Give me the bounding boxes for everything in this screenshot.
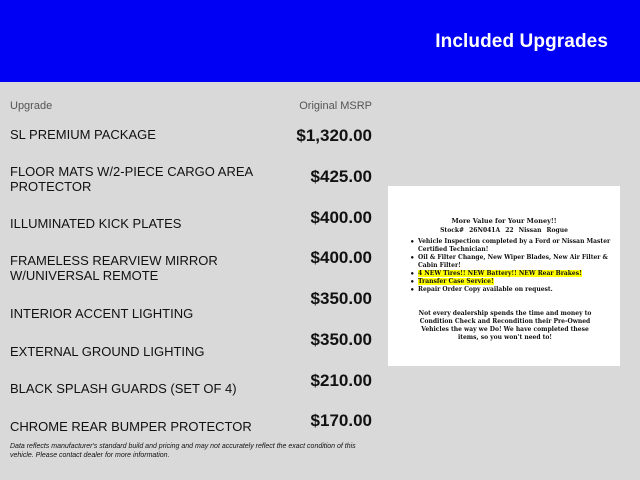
upgrade-price: $350.00 bbox=[310, 330, 372, 349]
disclaimer-text: Data reflects manufacturer's standard build and pricing and may not accurately reflect the exact condition of this vehicle. Please contact dealer for more information. bbox=[10, 443, 356, 459]
upgrade-name: CHROME REAR BUMPER PROTECTOR bbox=[10, 419, 252, 434]
dealer-notice-document bbox=[388, 186, 620, 366]
document-note: Not every dealership spends the time and money to Condition Check and Recondition their Pre-Owned Vehicles the way we Do! We have completed these items, so you won't need to! bbox=[418, 310, 592, 341]
upgrade-name: FRAMELESS REARVIEW MIRROR W/UNIVERSAL REMOTE bbox=[10, 253, 218, 283]
page-title: Included Upgrades bbox=[435, 31, 608, 52]
upgrade-name: EXTERNAL GROUND LIGHTING bbox=[10, 344, 205, 359]
upgrade-price: $210.00 bbox=[310, 371, 372, 390]
upgrade-price: $350.00 bbox=[310, 289, 372, 308]
list-item: • Oil & Filter Change, New Wiper Blades, New Air Filter & Cabin Filter! bbox=[418, 254, 618, 270]
upgrade-name: ILLUMINATED KICK PLATES bbox=[10, 216, 182, 231]
upgrade-price: $1,320.00 bbox=[296, 126, 372, 145]
list-item: • Vehicle Inspection completed by a Ford or Nissan Master Certified Technician! bbox=[418, 238, 618, 254]
upgrade-price: $400.00 bbox=[310, 208, 372, 227]
upgrade-price: $170.00 bbox=[310, 411, 372, 430]
document-item-list bbox=[408, 238, 618, 294]
upgrade-price: $425.00 bbox=[310, 167, 372, 186]
list-item: • Transfer Case Service! bbox=[418, 278, 618, 286]
document-title: More Value for Your Money!! bbox=[451, 217, 557, 225]
document-stock-line: Stock# 26N041A 22 Nissan Rogue bbox=[440, 227, 568, 234]
list-item: • 4 NEW Tires!! NEW Battery!! NEW Rear Brakes! bbox=[418, 270, 618, 278]
upgrade-name: BLACK SPLASH GUARDS (SET OF 4) bbox=[10, 381, 237, 396]
upgrade-name: SL PREMIUM PACKAGE bbox=[10, 127, 156, 142]
list-item: • Repair Order Copy available on request. bbox=[418, 286, 618, 294]
column-header-msrp: Original MSRP bbox=[299, 100, 372, 112]
header-bar bbox=[0, 0, 640, 82]
upgrade-price: $400.00 bbox=[310, 248, 372, 267]
upgrade-name: INTERIOR ACCENT LIGHTING bbox=[10, 306, 194, 321]
upgrade-name: FLOOR MATS W/2-PIECE CARGO AREA PROTECTOR bbox=[10, 164, 253, 194]
column-header-upgrade: Upgrade bbox=[10, 100, 53, 112]
